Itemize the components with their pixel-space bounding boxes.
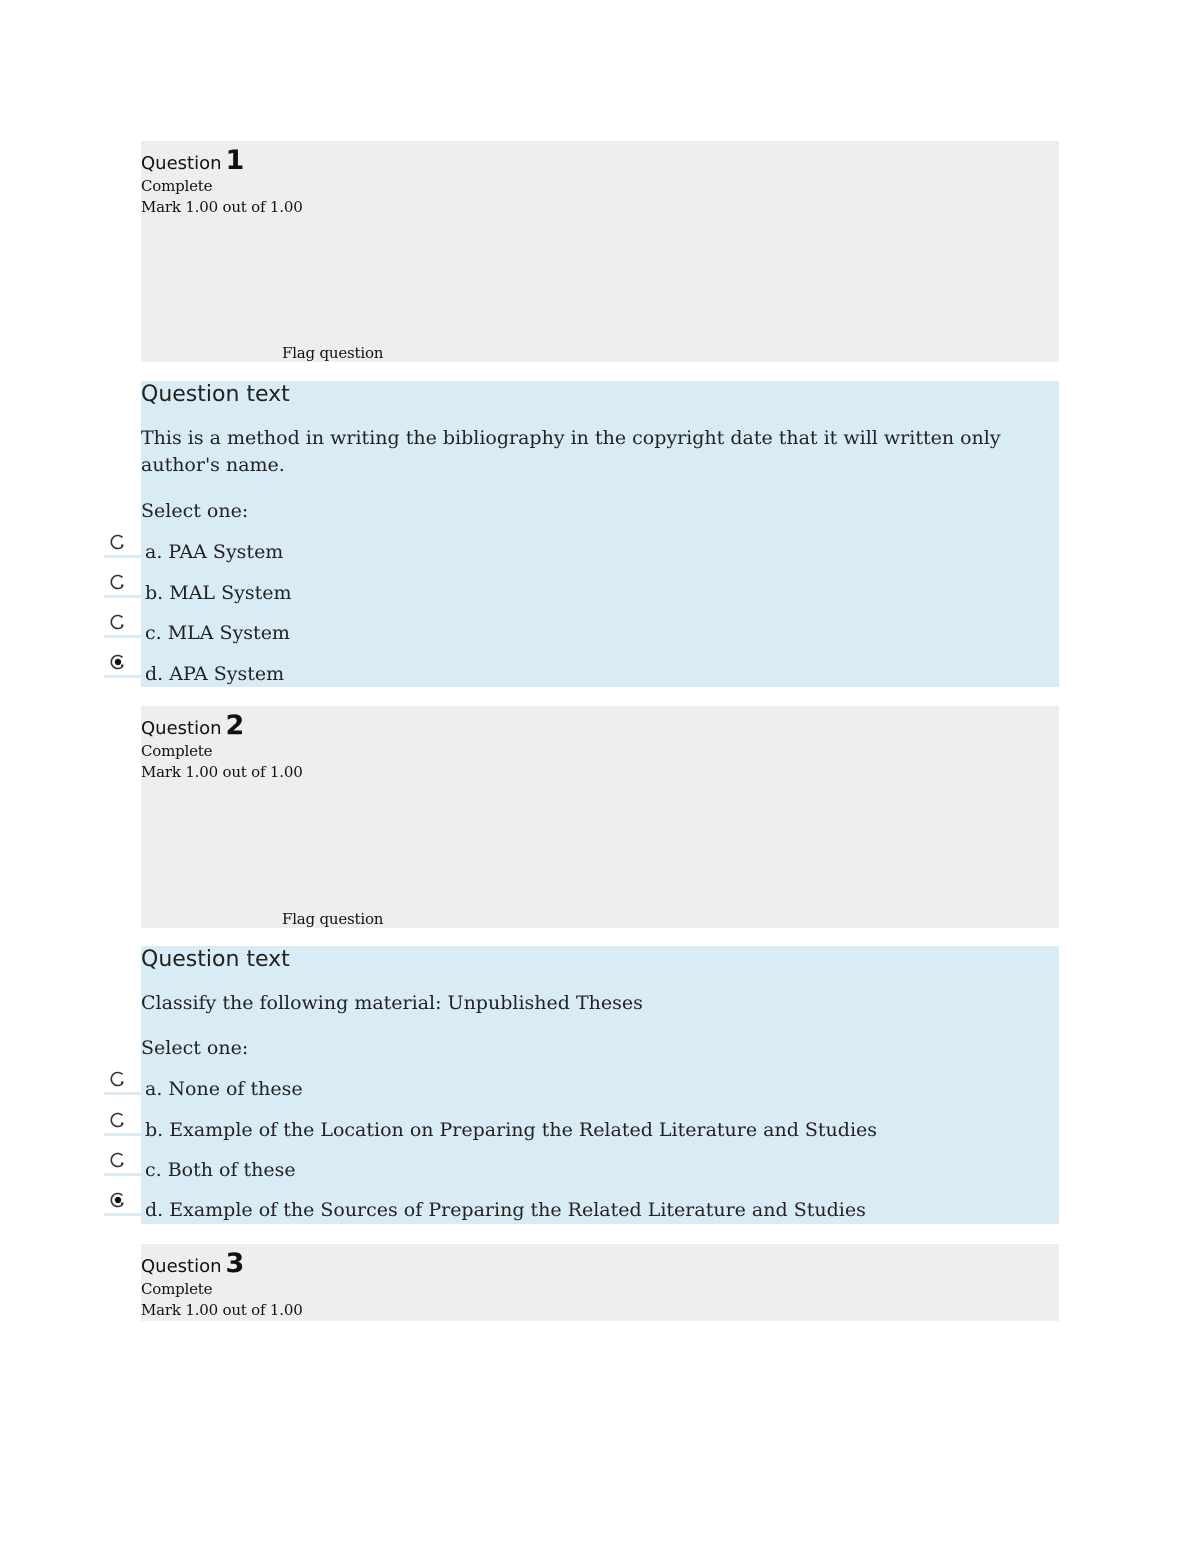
radio-option-d[interactable]	[104, 652, 144, 678]
question-3-info	[141, 1244, 1059, 1321]
radio-option-a[interactable]	[104, 1069, 144, 1095]
radio-ring-icon	[111, 616, 122, 629]
question-1-formulation	[141, 381, 1059, 687]
radio-option-b[interactable]	[104, 1110, 144, 1136]
answer-option-a[interactable]: a. None of these	[145, 1078, 303, 1100]
question-2-formulation	[141, 946, 1059, 1224]
radio-selected-dot-icon	[115, 659, 121, 665]
answer-option-c[interactable]: c. Both of these	[145, 1159, 296, 1181]
question-state: Complete	[141, 177, 213, 195]
radio-ring-icon	[111, 1114, 122, 1127]
question-grade: Mark 1.00 out of 1.00	[141, 198, 303, 216]
question-state: Complete	[141, 742, 213, 760]
radio-option-c[interactable]	[104, 612, 144, 638]
question-number: Question 1	[141, 145, 245, 176]
question-text-heading: Question text	[141, 382, 290, 407]
question-number: Question 2	[141, 710, 245, 741]
question-text: Classify the following material: Unpublished Theses	[141, 992, 643, 1014]
question-state: Complete	[141, 1280, 213, 1298]
radio-option-a[interactable]	[104, 532, 144, 558]
question-grade: Mark 1.00 out of 1.00	[141, 763, 303, 781]
radio-option-c[interactable]	[104, 1150, 144, 1176]
question-grade: Mark 1.00 out of 1.00	[141, 1301, 303, 1319]
radio-option-b[interactable]	[104, 572, 144, 598]
answer-option-b[interactable]: b. Example of the Location on Preparing the Related Literature and Studies	[145, 1119, 878, 1141]
question-number: Question 3	[141, 1248, 245, 1279]
radio-selected-dot-icon	[115, 1197, 121, 1203]
radio-ring-icon	[111, 576, 122, 589]
flag-question-link[interactable]: Flag question	[282, 344, 384, 362]
radio-option-d[interactable]	[104, 1190, 144, 1216]
radio-ring-icon	[111, 1073, 122, 1086]
answer-option-c[interactable]: c. MLA System	[145, 622, 290, 644]
question-1-info	[141, 141, 1059, 362]
question-text-heading: Question text	[141, 947, 290, 972]
answer-option-b[interactable]: b. MAL System	[145, 582, 292, 604]
answer-option-a[interactable]: a. PAA System	[145, 541, 284, 563]
radio-ring-icon	[111, 1154, 122, 1167]
flag-question-link[interactable]: Flag question	[282, 910, 384, 928]
select-one-prompt: Select one:	[141, 1037, 249, 1059]
answer-option-d[interactable]: d. APA System	[145, 663, 285, 685]
select-one-prompt: Select one:	[141, 500, 249, 522]
question-text: This is a method in writing the bibliography in the copyright date that it will written only author's name.	[141, 427, 1001, 476]
question-2-info	[141, 706, 1059, 928]
answer-option-d[interactable]: d. Example of the Sources of Preparing the Related Literature and Studies	[145, 1199, 866, 1221]
radio-ring-icon	[111, 536, 122, 549]
